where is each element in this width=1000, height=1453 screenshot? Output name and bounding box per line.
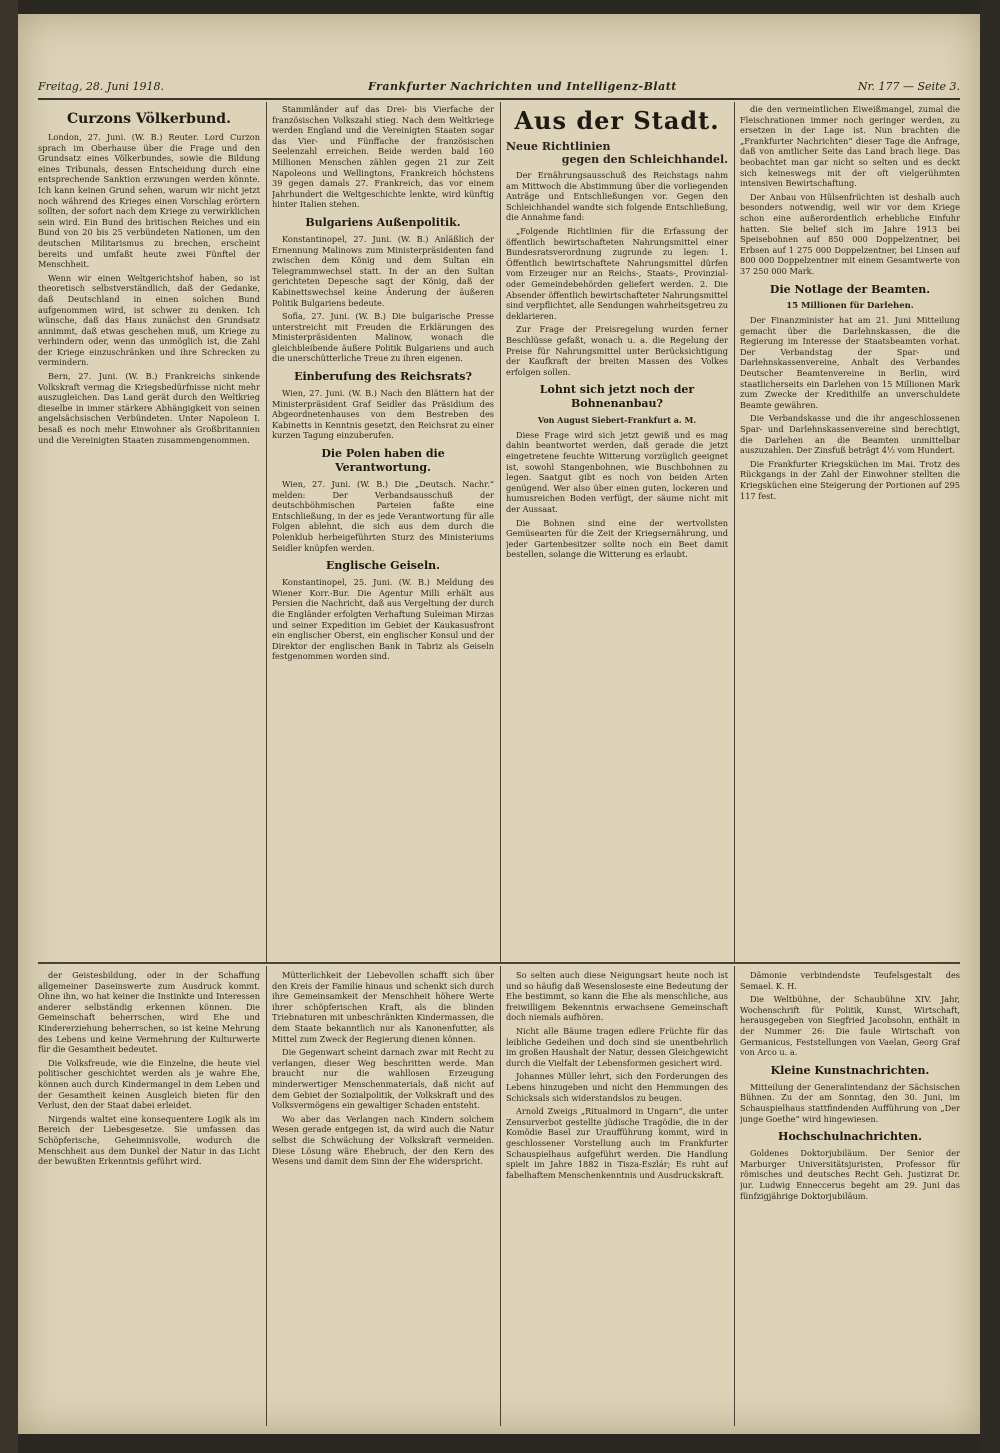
article-paragraph: Nicht alle Bäume tragen edlere Früchte für das leibliche Gedeihen und doch sind sie unentbehrlich im großen Haushalt der Natur, dessen Gleichgewicht durch die Vielfalt der Lebensformen gesichert wird.: [506, 1025, 728, 1068]
newspaper-page: [18, 14, 980, 1434]
column-3: [506, 104, 728, 960]
article-paragraph: Die Weltbühne, der Schaubühne XIV. Jahr, Wochenschrift für Politik, Kunst, Wirtschaft, herausgegeben von Siegfried Jacobsohn, enthält in der Nummer 26: Die faule Wirtschaft von Germanicus, Feststellungen von Vaelan, Georg Graf von Arco u. a.: [740, 994, 960, 1058]
header-title: Frankfurter Nachrichten und Intelligenz-Blatt: [368, 80, 677, 93]
article-paragraph: Wo aber das Verlangen nach Kindern solchem Wesen gerade entgegen ist, da wird auch die Natur selbst die Schwächung der Volkskraft vermeiden. Diese Lösung wäre Ehebruch, der den Kern des Wesens und damit dem Sinn der Ehe widerspricht.: [272, 1113, 494, 1167]
article-paragraph: Zur Frage der Preisregelung wurden ferner Beschlüsse gefaßt, wonach u. a. die Regelung der Preise für Nahrungsmittel unter Berücksichtigung der Kaufkraft der breiten Massen des Volkes erfolgen sollen.: [506, 324, 728, 377]
left-page-edge: [0, 0, 18, 1453]
article-paragraph: Der Anbau von Hülsenfrüchten ist deshalb auch besonders notwendig, weil wir vor dem Kriege schon eine außerordentlich erhebliche Einfuhr hatten. Sie belief sich im Jahre 1913 bei Speisebohnen auf 850 000 Doppelzentner, bei Erbsen auf 1 275 000 Doppelzentner, bei Linsen auf 800 000 Doppelzentner mit einem Gesamtwerte von 37 250 000 Mark.: [740, 191, 960, 276]
article-paragraph: Konstantinopel, 27. Juni. (W. B.) Anläßlich der Ernennung Malinows zum Ministerpräsidenten fand zwischen dem König und dem Sultan ein Telegrammwechsel statt. In der an den Sultan gerichteten Depesche sagt der König, daß der Kabinettswechsel keine Änderung der äußeren Politik Bulgariens bedeute.: [272, 233, 494, 308]
article-author: Von August Siebert-Frankfurt a. M.: [537, 415, 697, 426]
article-heading-polen: Die Polen haben die Verantwortung.: [321, 447, 445, 475]
article-paragraph: Mitteilung der Generalintendanz der Sächsischen Bühnen. Zu der am Sonntag, den 30. Juni, im Schauspielhaus stattfindenden Aufführung von „Der junge Goethe“ wird hingewiesen.: [740, 1081, 960, 1124]
article-paragraph: Johannes Müller lehrt, sich den Forderungen des Lebens hinzugeben und nicht den Hemmungen des Schicksals sich widerstandslos zu beugen.: [506, 1071, 728, 1103]
article-paragraph: die den vermeintlichen Eiweißmangel, zumal die Fleischrationen immer noch geringer werden, zu ersetzen in der Lage ist. Nun brachten die „Frankfurter Nachrichten“ dieser Tage die Anfrage, daß von amtlicher Seite das Land brach liege. Das beobachtet man gar nicht so selten und es deckt sich keineswegs mit der oft vielgerühmten intensiven Bewirtschaftung.: [740, 104, 960, 189]
article-paragraph: Arnold Zweigs „Ritualmord in Ungarn“, die unter Zensurverbot gestellte jüdische Tragödie, die in der Komödie Basel zur Uraufführung kommt, wird in geschlossener Vorstellung auch im Frankfurter Schauspielhaus aufgeführt werden. Die Handlung spielt im Jahre 1882 in Tisza-Eszlár; Es ruht auf fabelhaftem Menschenkenntnis und Ausdruckskraft.: [506, 1106, 728, 1180]
article-heading-beamte: Die Notlage der Beamten.: [769, 282, 931, 296]
article-paragraph: Goldenes Doktorjubiläum. Der Senior der Marburger Universitätsjuristen, Professor für römisches und deutsches Recht Geh. Justizrat Dr. jur. Ludwig Enneccerus begeht am 29. Juni das fünfzigjährige Doktorjubiläum.: [740, 1148, 960, 1201]
column-4: [740, 104, 960, 960]
article-paragraph: Die Gegenwart scheint darnach zwar mit Recht zu verlangen, dieser Weg beschritten werde. Man braucht nur die wahllosen Erzeugung minderwertiger Menschenmaterials, daß nicht auf dem Gebiet der Sozialpolitik, der Volkskraft und des Volksvermögens ein gewaltiger Schaden entsteht.: [272, 1047, 494, 1111]
article-paragraph: Konstantinopel, 25. Juni. (W. B.) Meldung des Wiener Korr.-Bur. Die Agentur Milli erhält aus Persien die Nachricht, daß aus Vergeltung der durch die Engländer erfolgten Verhaftung Suleiman Mirzas und seiner Expedition im Gebiet der Kaukasusfront ein englischer Oberst, ein englischer Konsul und der Direktor der englischen Bank in Tabriz als Geiseln festgenommen worden sind.: [272, 577, 494, 662]
section-heading-stadt: Aus der Stadt.: [514, 106, 720, 135]
article-paragraph: Wenn wir einen Weltgerichtshof haben, so ist theoretisch selbstverständlich, daß der Gedanke, daß Deutschland in einen solchen Bund aufgenommen wird, ist schwer zu denken. Ich wünsche, daß das Haus zunächst den Grundsatz annimmt, daß etwas geschehen muß, um Kriege zu verhindern oder, wenn das unmöglich ist, die Zahl der Kriege einzuschränken und ihre Schrecken zu vermindern.: [38, 272, 260, 368]
bottom-column-4: [740, 970, 960, 1424]
column-rule: [734, 966, 735, 1426]
article-paragraph: Die Verbandskasse und die ihr angeschlossenen Spar- und Darlehnskassenvereine sind berechtigt, die Darlehen an die Beamten unmittelbar auszuzahlen. Der Zinsfuß beträgt 4½ vom Hundert.: [740, 413, 960, 456]
header-date: Freitag, 28. Juni 1918.: [38, 80, 165, 93]
article-paragraph: der Geistesbildung, oder in der Schaffung allgemeiner Daseinswerte zum Ausdruck kommt. Ohne ihn, wo hat keiner die Instinkte und Interessen anderer selbständig erkennen können. Die Gemeinschaft beherrschen, wird Ehe und Kindererziehung beherrschen, so ist keine Mehrung des Lebens und keine Vermehrung der Kulturwerte für die Gesamtheit bedeutet.: [38, 970, 260, 1055]
article-heading-bohnenanbau: Lohnt sich jetzt noch der Bohnenanbau?: [539, 383, 695, 411]
article-heading-geiseln: Englische Geiseln.: [326, 559, 440, 573]
column-rule: [266, 966, 267, 1426]
column-rule: [500, 966, 501, 1426]
article-paragraph: Bern, 27. Juni. (W. B.) Frankreichs sinkende Volkskraft vermag die Kriegsbedürfnisse nicht mehr auszugleichen. Das Land gerät durch den Weltkrieg dieselbe in immer stärkere Abhängigkeit von seinen angelsächsischen Verbündeten. Unter Napoleon I. besaß es noch mehr Einwohner als Großbritannien und die Vereinigten Staaten zusammengenommen.: [38, 371, 260, 445]
article-paragraph: Der Finanzminister hat am 21. Juni Mitteilung gemacht über die Darlehnskassen, die die Regierung im Interesse der Staatsbeamten vorhat. Der Verbandstag der Spar- und Darlehnskassenvereine, Anhalt des Verbandes Deutscher Beamtenvereine in Berlin, wird staatlicherseits ein Darlehen von 15 Millionen Mark zum Zwecke der Kredithilfe an unverschuldete Beamte gewähren.: [740, 315, 960, 410]
header-page-number: Nr. 177 — Seite 3.: [857, 80, 960, 93]
article-heading-kunstnachrichten: Kleine Kunstnachrichten.: [770, 1063, 930, 1077]
column-2: [272, 104, 494, 960]
column-rule: [266, 102, 267, 962]
bottom-column-2: [272, 970, 494, 1424]
right-page-edge: [980, 0, 1000, 1453]
article-paragraph: Wien, 27. Juni. (W. B.) Nach den Blättern hat der Ministerpräsident Graf Seidler das Präsidium des Abgeordnetenhauses von dem Bestreben des Kabinetts in Kenntnis gesetzt, den Reichsrat zu einer kurzen Tagung einzuberufen.: [272, 388, 494, 441]
article-paragraph: „Folgende Richtlinien für die Erfassung der öffentlich bewirtschafteten Nahrungsmittel einer Bundesratsverordnung zugrunde zu legen: 1. Öffentlich bewirtschaftete Nahrungsmittel dürfen vom Erzeuger nur an Reichs-, Staats-, Provinzial- oder Gemeindebehörden geliefert werden. 2. Die Absender öffentlich bewirtschafteter Nahrungsmittel sind verpflichtet, alle Sendungen wahrheitsgetreu zu deklarieren.: [506, 225, 728, 321]
section-divider: [38, 962, 960, 964]
article-subheading: gegen den Schleichhandel.: [561, 153, 728, 166]
article-paragraph: Wien, 27. Juni. (W. B.) Die „Deutsch. Nachr.“ melden: Der Verbandsausschuß der deutschböhmischen Parteien faßte eine Entschließung, in der es jede Verantwortung für alle Folgen ablehnt, die sich aus dem durch die Polenklub herbeigeführten Sturz des Ministeriums Seidler knüpfen werden.: [272, 479, 494, 553]
article-paragraph: Die Frankfurter Kriegsküchen im Mai. Trotz des Rückgangs in der Zahl der Einwohner stellten die Kriegsküchen eine Steigerung der Portionen auf 295 117 fest.: [740, 458, 960, 501]
article-paragraph: Der Ernährungsausschuß des Reichstags nahm am Mittwoch die Abstimmung über die vorliegenden Anträge und Entschließungen vor. Gegen den Schleichhandel wandte sich folgende Entschließung, die Annahme fand:: [506, 170, 728, 223]
article-heading-curzon: Curzons Völkerbund.: [67, 111, 231, 127]
article-paragraph: Sofia, 27. Juni. (W. B.) Die bulgarische Presse unterstreicht mit Freuden die Erklärungen des Ministerpräsidenten Malinow, wonach die gleichbleibende äußere Politik Bulgariens und auch die unerschütterliche Treue zu ihren eigenen.: [272, 311, 494, 364]
column-rule: [500, 102, 501, 962]
article-paragraph: London, 27. Juni. (W. B.) Reuter. Lord Curzon sprach im Oberhause über die Frage und den Grundsatz eines Völkerbundes, sowie die Bildung eines Tribunals, dessen Entscheidung durch eine entsprechende Sanktion erzwungen werden könnte. Ich kann keinen Grund sehen, warum wir nicht jetzt noch während des Krieges einen Vorschlag erörtern sollten, der sofort nach dem Kriege zu verwirklichen sein wird. Ein Bund des britischen Reiches und ein Bund von 20 bis 25 verbündeten Nationen, um den deutschen Militarismus zu brechen, erscheint bereits und umfaßt heute zwei Fünftel der Menschheit.: [38, 132, 260, 270]
bottom-column-3: [506, 970, 728, 1424]
article-heading-bulgarien: Bulgariens Außenpolitik.: [305, 215, 461, 229]
page-header: [38, 76, 960, 100]
article-paragraph: So selten auch diese Neigungsart heute noch ist und so häufig daß Wesensloseste eine Bedeutung der Ehe bestimmt, so kann die Ehe als menschliche, aus freiwilligem Bekenntnis erwachsene Gemeinschaft doch niemals aufhören.: [506, 970, 728, 1023]
article-paragraph: Die Volksfreude, wie die Einzelne, die heute viel politischer geschichtet werden als je wahre Ehe, können auch durch Kindermangel in dem Leben und der Gesamtheit keinen Ausgleich bieten für den Verlust, den der Staat dabei erleidet.: [38, 1057, 260, 1111]
article-paragraph: Stammländer auf das Drei- bis Vierfache der französischen Volkszahl stieg. Nach dem Weltkriege werden England und die Vereinigten Staaten sogar das Vier- und Fünffache der französischen Seelenzahl erreichen. Beide werden bald 160 Millionen Menschen zählen gegen 21 zur Zeit Napoleons und Wellingtons, Frankreich höchstens 39 gegen damals 27. Frankreich, das vor einem Jahrhundert die Weltgeschichte lenkte, wird künftig hinter Italien stehen.: [272, 104, 494, 210]
article-paragraph: Nirgends waltet eine konsequentere Logik als im Bereich der Liebesgesetze. Sie umfassen das Schöpferische, Geheimnisvolle, wodurch die Menschheit aus dem Dunkel der Natur in das Licht der bewußten Erkenntnis geführt wird.: [38, 1113, 260, 1167]
article-paragraph: Diese Frage wird sich jetzt gewiß und es mag dahin beantwortet werden, daß gerade die jetzt eingetretene feuchte Witterung vorzüglich geeignet ist, sowohl Stangenbohnen, wie Buschbohnen zu legen. Saatgut gibt es noch von beiden Arten genügend. Wer also über einen guten, lockeren und humusreichen Boden verfügt, der säume nicht mit der Aussaat.: [506, 429, 728, 515]
article-paragraph: Dämonie verbindendste Teufelsgestalt des Semael. K. H.: [740, 970, 960, 991]
column-rule: [734, 102, 735, 962]
article-subheading: 15 Millionen für Darlehen.: [786, 300, 914, 311]
article-heading-hochschulnachrichten: Hochschulnachrichten.: [778, 1130, 922, 1144]
article-subheading: Neue Richtlinien: [506, 140, 611, 153]
article-heading-reichsrat: Einberufung des Reichsrats?: [294, 370, 472, 384]
bottom-column-1: [38, 970, 260, 1424]
column-1: [38, 104, 260, 960]
article-paragraph: Die Bohnen sind eine der wertvollsten Gemüsearten für die Zeit der Kriegsernährung, und jeder Gartenbesitzer sollte noch ein Beet damit bestellen, solange die Witterung es erlaubt.: [506, 517, 728, 560]
article-paragraph: Mütterlichkeit der Liebevollen schafft sich über den Kreis der Familie hinaus und schenkt sich durch ihre Gemeinsamkeit der Menschheit höhere Werte ihrer schöpferischen Kraft, als die blinden Triebnaturen mit unbeschränkten Kindermassen, die dem Staate bekanntlich nur als Kanonenfutter, als Mittel zum Zweck der Regierung dienen können.: [272, 970, 494, 1044]
